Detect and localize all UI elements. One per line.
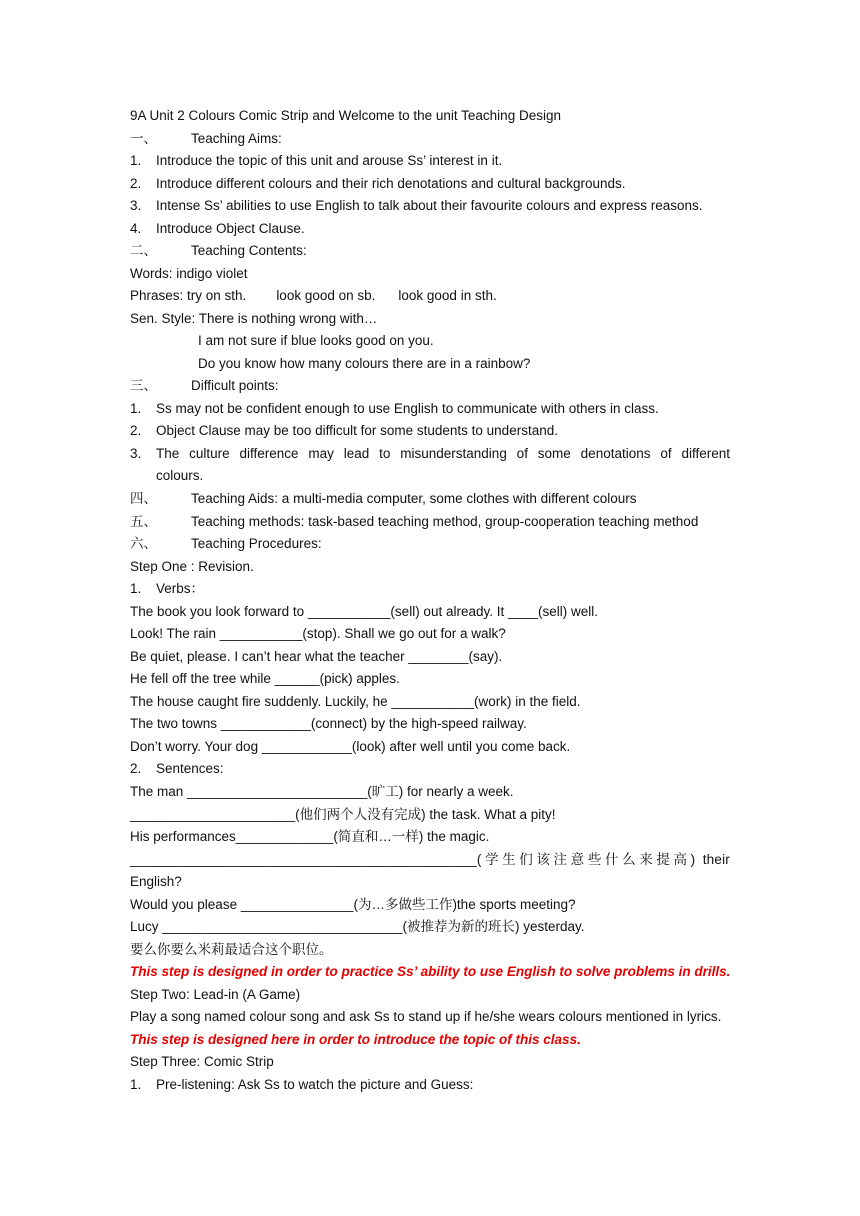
list-item <box>130 220 730 238</box>
exercise-line: ______________________(他们两个人没有完成) the task. What a pity! <box>130 807 556 822</box>
exercise-line: The book you look forward to ___________(sell) out already. It ____(sell) well. <box>130 604 599 619</box>
item-text: Introduce Object Clause. <box>156 221 305 236</box>
exercise-line: 要么你要么米莉最适合这个职位。 <box>130 942 333 957</box>
step-heading: Step Two: Lead-in (A Game) <box>130 987 301 1002</box>
list-item <box>130 197 730 215</box>
item-text: Object Clause may be too difficult for some students to understand. <box>156 423 558 438</box>
item-number: 2. <box>130 761 142 776</box>
item-text: Pre-listening: Ask Ss to watch the picture and Guess: <box>156 1077 474 1092</box>
section-number: 三、 <box>130 378 157 393</box>
section-number: 五、 <box>130 514 157 529</box>
item-text: Ss may not be confident enough to use English to communicate with others in class. <box>156 401 659 416</box>
exercise-line: The house caught fire suddenly. Luckily, he ___________(work) in the field. <box>130 694 581 709</box>
list-item <box>130 175 730 193</box>
section-heading <box>130 535 730 553</box>
item-text-continued: colours. <box>156 468 204 483</box>
item-text: Intense Ss’ abilities to use English to talk about their favourite colours and express reasons. <box>156 198 703 213</box>
exercise-line: Be quiet, please. I can’t hear what the teacher ________(say). <box>130 649 503 664</box>
phrase: Phrases: try on sth. <box>130 288 247 303</box>
list-item <box>130 445 730 463</box>
item-number: 1. <box>130 581 142 596</box>
item-number: 4. <box>130 221 142 236</box>
item-text: Sentences: <box>156 761 224 776</box>
item-text: Verbs： <box>156 581 205 596</box>
exercise-line: His performances_____________(简直和…一样) the magic. <box>130 829 490 844</box>
section-title: Teaching Procedures: <box>191 536 322 551</box>
step-text: Play a song named colour song and ask Ss to stand up if he/she wears colours mentioned in lyrics. <box>130 1009 722 1024</box>
design-note: This step is designed in order to practice Ss’ ability to use English to solve problems in drills. <box>130 964 731 979</box>
section-heading <box>130 130 730 148</box>
section-number: 六、 <box>130 536 157 551</box>
step-heading: Step Three: Comic Strip <box>130 1054 274 1069</box>
section-title: Teaching Contents: <box>191 243 307 258</box>
item-number: 1. <box>130 1077 142 1092</box>
item-number: 1. <box>130 401 142 416</box>
list-item <box>130 760 730 778</box>
exercise-line: Lucy ________________________________(被推荐为新的班长) yesterday. <box>130 919 585 934</box>
phrase: look good on sb. <box>276 288 376 303</box>
section-number: 一、 <box>130 131 157 146</box>
item-number: 2. <box>130 423 142 438</box>
section-heading <box>130 377 730 395</box>
item-number: 2. <box>130 176 142 191</box>
item-number: 3. <box>130 446 142 461</box>
item-text: Introduce different colours and their rich denotations and cultural backgrounds. <box>156 176 626 191</box>
section-heading <box>130 242 730 260</box>
item-number: 3. <box>130 198 142 213</box>
list-item <box>130 422 730 440</box>
sentence-style-line: Sen. Style: There is nothing wrong with… <box>130 311 378 326</box>
list-item <box>130 400 730 418</box>
phrases-line <box>130 287 730 305</box>
item-text: Introduce the topic of this unit and arouse Ss’ interest in it. <box>156 153 503 168</box>
document-title: 9A Unit 2 Colours Comic Strip and Welcome to the unit Teaching Design <box>130 108 561 123</box>
item-text: The culture difference may lead to misunderstanding of some denotations of different <box>156 446 730 461</box>
section-title: Difficult points: <box>191 378 279 393</box>
design-note: This step is designed here in order to introduce the topic of this class. <box>130 1032 581 1047</box>
exercise-line: The man ________________________(旷工) for nearly a week. <box>130 784 514 799</box>
words-line: Words: indigo violet <box>130 266 248 281</box>
section-title: Teaching Aims: <box>191 131 282 146</box>
section-number: 二、 <box>130 243 157 258</box>
section-title: Teaching Aids: a multi-media computer, some clothes with different colours <box>191 491 637 506</box>
section-heading <box>130 490 730 508</box>
exercise-line-continued: English? <box>130 874 182 889</box>
exercise-line: _____________________________________________(学生们该注意些什么来提高) their <box>130 852 730 867</box>
section-number: 四、 <box>130 491 157 506</box>
step-heading: Step One : Revision. <box>130 559 254 574</box>
phrase: look good in sth. <box>398 288 497 303</box>
section-title: Teaching methods: task-based teaching method, group-cooperation teaching method <box>191 514 699 529</box>
exercise-line: The two towns ____________(connect) by the high-speed railway. <box>130 716 527 731</box>
exercise-line: He fell off the tree while ______(pick) apples. <box>130 671 400 686</box>
list-item <box>130 580 730 598</box>
item-number: 1. <box>130 153 142 168</box>
exercise-line: Look! The rain ___________(stop). Shall we go out for a walk? <box>130 626 506 641</box>
exercise-line: Would you please _______________(为…多做些工作)the sports meeting? <box>130 897 576 912</box>
sentence-example: I am not sure if blue looks good on you. <box>198 333 434 348</box>
list-item <box>130 152 730 170</box>
exercise-line: Don’t worry. Your dog ____________(look) after well until you come back. <box>130 739 571 754</box>
sentence-example: Do you know how many colours there are in a rainbow? <box>198 356 531 371</box>
section-heading <box>130 513 730 531</box>
list-item <box>130 1076 730 1094</box>
